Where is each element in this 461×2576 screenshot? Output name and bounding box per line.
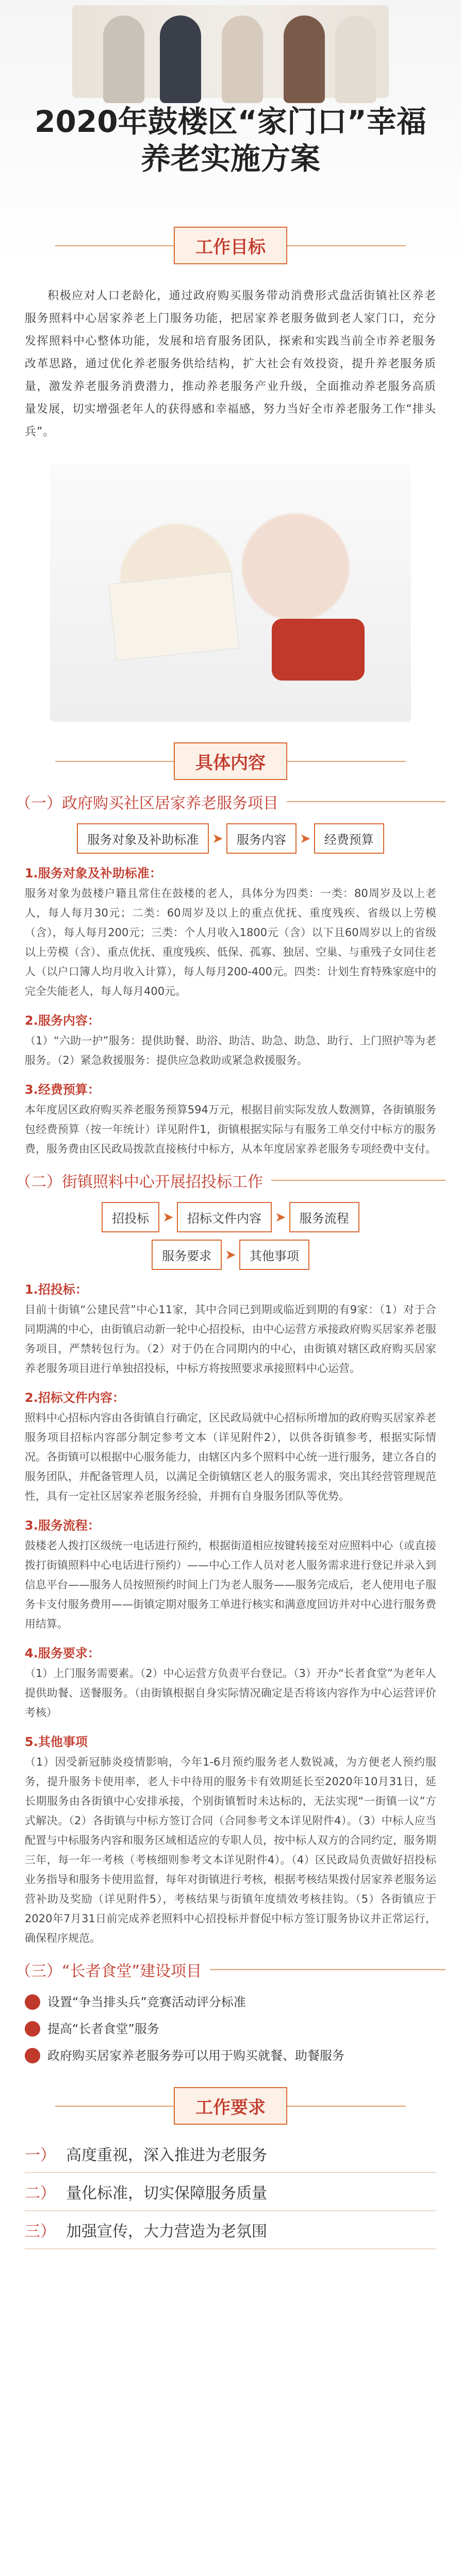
item-title: 1.招投标： (25, 1282, 88, 1297)
person-figure (335, 15, 376, 103)
requirement-item (0, 2173, 461, 2210)
item-text: 本年度居区政府购买养老服务预算594万元，根据目前实际发放人数测算，各街镇服务包经费预算（按一年统计）详见附件1，街镇根据实际与有服务工单交付中标方的服务费，服务费由区民政局拨款直接核付中标方，从本年度居家养老服务专项经费中支付。 (25, 1104, 436, 1155)
arrow-right-icon: ➤ (162, 1209, 174, 1225)
item-title: 4.服务要求： (25, 1646, 100, 1660)
bullet-dot-icon (25, 2021, 40, 2037)
bullet-dot-icon (25, 1994, 40, 2010)
divider (210, 1969, 446, 1970)
newspaper-icon (108, 571, 239, 661)
bullet-text: 政府购买居家养老服务券可以用于购买就餐、助餐服务 (47, 2048, 344, 2063)
item-title: 3.服务流程： (25, 1518, 100, 1533)
section-title-goal (0, 227, 461, 264)
item-title: 1.服务对象及补助标准： (25, 866, 162, 880)
content-heading: 具体内容 (174, 742, 287, 780)
part3-title: （三）“长者食堂”建设项目 (15, 1962, 202, 1980)
requirement-item (0, 2135, 461, 2172)
section-title-requirements (0, 2087, 461, 2125)
item-text: 照料中心招标内容由各街镇自行确定，区民政局就中心招标所增加的政府购买居家养老服务项目招标内容部分制定参考文本（详见附件2），以供各街镇参考，根据实际情况。各街镇可以根据中心服务能力，由辖区内多个照料中心统一进行服务，建立各自的服务团队，并配备管理人员，以满足全街镇辖区老人的服务需求，突出其经营管理规范性，具有一定社区居家养老服务经验，并拥有自身服务团队等优势。 (25, 1412, 436, 1502)
elderly-couple-photo (50, 464, 411, 722)
item-text: 目前十街镇“公建民营”中心11家，其中合同已到期或临近到期的有9家：（1）对于合同期满的中心，由街镇启动新一轮中心招投标，由中心运营方承接政府购买居家养老服务项目，严禁转包行为。（2）对于仍在合同期内的中心，由街镇对辖区政府购买居家养老服务项目进行单独招投标，中标方将按照要求承接照料中心运营。 (25, 1303, 436, 1375)
requirement-text: 加强宣传，大力营造为老氛围 (66, 2223, 267, 2241)
list-item (0, 1991, 461, 2013)
part3-title-row (0, 1958, 461, 1981)
divider (271, 1180, 446, 1181)
person-figure (284, 15, 325, 103)
flow-node: 服务对象及补助标准 (77, 823, 209, 854)
requirement-number: 一） (25, 2146, 56, 2164)
part2-flow-row2 (0, 1240, 461, 1270)
flow-node: 招标文件内容 (177, 1202, 272, 1232)
part3-bullets (0, 1991, 461, 2066)
item-title: 3.经费预算： (25, 1082, 100, 1097)
item-title: 5.其他事项 (25, 1735, 88, 1749)
part1-title-row (0, 790, 461, 813)
flow-node: 服务要求 (152, 1240, 222, 1270)
bullet-text: 提高“长者食堂”服务 (47, 2022, 159, 2036)
person-figure (103, 15, 144, 103)
arrow-right-icon: ➤ (300, 831, 311, 846)
arrow-right-icon: ➤ (225, 1247, 236, 1263)
person-figure (160, 15, 201, 103)
elderly-group-photo (72, 5, 389, 98)
flow-node: 其他事项 (239, 1240, 309, 1270)
requirement-item (0, 2211, 461, 2248)
divider (25, 2248, 436, 2249)
flow-node: 服务流程 (289, 1202, 359, 1232)
bullet-text: 设置“争当排头兵”竞赛活动评分标准 (47, 1995, 246, 2009)
requirements-heading: 工作要求 (174, 2087, 287, 2125)
item-text: （1）上门服务需要素。（2）中心运营方负责平台登记。（3）开办“长者食堂”为老年人提供助餐、送餐服务。（由街镇根据自身实际情况确定是否将该内容作为中心运营评价考核） (25, 1667, 436, 1719)
divider (287, 801, 446, 802)
goal-paragraph: 积极应对人口老龄化，通过政府购买服务带动消费形式盘活街镇社区养老服务照料中心居家养老上门服务功能，把居家养老服务做到老人家门口，充分发挥照料中心整体功能，发展和培育服务团队，探索和实践当前全市养老服务改革思路，通过优化养老服务供给结构，扩大社会有效投资，提升养老服务质量，激发养老服务消费潜力，推动养老服务产业升级，全面推动养老服务高质量发展，切实增强老年人的获得感和幸福感，努力当好全市养老服务工作“排头兵”。 (25, 290, 436, 438)
arrow-right-icon: ➤ (212, 831, 223, 846)
part1-title: （一）政府购买社区居家养老服务项目 (15, 794, 278, 812)
requirement-number: 三） (25, 2223, 56, 2241)
item-text: 服务对象为鼓楼户籍且常住在鼓楼的老人，具体分为四类：一类：80周岁及以上老人，每人每月30元；二类：60周岁及以上的重点优抚、重度残疾、省级以上劳模（含），每人每月200元；三类：个人月收入1800元（含）以下且60周岁以上的省级以上劳模（含）、重点优抚、重度残疾、低保、孤寡、独居、空巢、与重残子女同住老人（以户口簿人均月收入计算），每人每月200-400元。四类：计划生育特殊家庭中的完全失能老人，每人每月400元。 (25, 887, 436, 997)
arrow-right-icon: ➤ (275, 1209, 286, 1225)
list-item (0, 2018, 461, 2040)
item-text: 鼓楼老人拨打区级统一电话进行预约，根据街道相应按键转接至对应照料中心（或直接拨打街镇照料中心电话进行预约）——中心工作人员对老人服务需求进行登记并录入到信息平台——服务人员按照预约时间上门为老人服务——服务完成后，老人使用电子服务卡支付服务费用——街镇定期对服务工单进行核实和满意度回访并对中心进行服务费用结算。 (25, 1539, 436, 1630)
flow-node: 经费预算 (314, 823, 384, 854)
part2-title-row (0, 1169, 461, 1192)
bullet-dot-icon (25, 2048, 40, 2063)
requirement-text: 量化标准，切实保障服务质量 (66, 2184, 267, 2202)
part1-flow (0, 823, 461, 854)
section-title-content (0, 742, 461, 780)
item-title: 2.服务内容： (25, 1013, 100, 1028)
scarf-icon (272, 619, 365, 681)
item-title: 2.招标文件内容： (25, 1391, 125, 1405)
requirement-number: 二） (25, 2184, 56, 2202)
page-title: 2020年鼓楼区“家门口”幸福养老实施方案 (35, 104, 426, 176)
part2-flow (0, 1202, 461, 1232)
part1-items (0, 863, 461, 1159)
item-text: （1）“六助一护”服务：提供助餐、助浴、助洁、助急、助急、助行、上门照护等为老服务。（2）紧急救援服务：提供应急救助或紧急救援服务。 (25, 1035, 436, 1066)
part2-items (0, 1279, 461, 1948)
part2-title: （二）街镇照料中心开展招投标工作 (15, 1173, 263, 1191)
flow-node: 服务内容 (226, 823, 297, 854)
requirement-text: 高度重视，深入推进为老服务 (66, 2146, 267, 2164)
person-figure (222, 15, 263, 103)
requirements-list (0, 2135, 461, 2249)
goal-heading: 工作目标 (174, 227, 287, 264)
item-text: （1）因受新冠肺炎疫情影响，今年1-6月预约服务老人数锐减，为方便老人预约服务，提升服务卡使用率，老人卡中待用的服务卡有效期延长至2020年10月31日，延长期服务由各街镇中心安排承接，个别街镇暂时未达标的，无法实现“一街镇一议”方式解决。（2）各街镇与中标方签订合同（合同参考文本详见附件4）。（3）中标人应当配置与中标服务内容和服务区域相适应的专职人员，按中标人双方的合同约定，服务期三年，每一年一考核（考核细则参考文本详见附件4）。（4）区民政局负责做好招投标业务指导和服务卡使用监督，每年对街镇进行考核，根据考核结果拨付居家养老服务运营补助及奖励（详见附件5），考核结果与街镇年度绩效考核挂钩。（5）各街镇应于2020年7月31日前完成养老照料中心招投标并督促中标方签订服务协议并正常运行，确保程序规范。 (25, 1756, 436, 1944)
list-item (0, 2045, 461, 2066)
flow-node: 招投标 (102, 1202, 159, 1232)
